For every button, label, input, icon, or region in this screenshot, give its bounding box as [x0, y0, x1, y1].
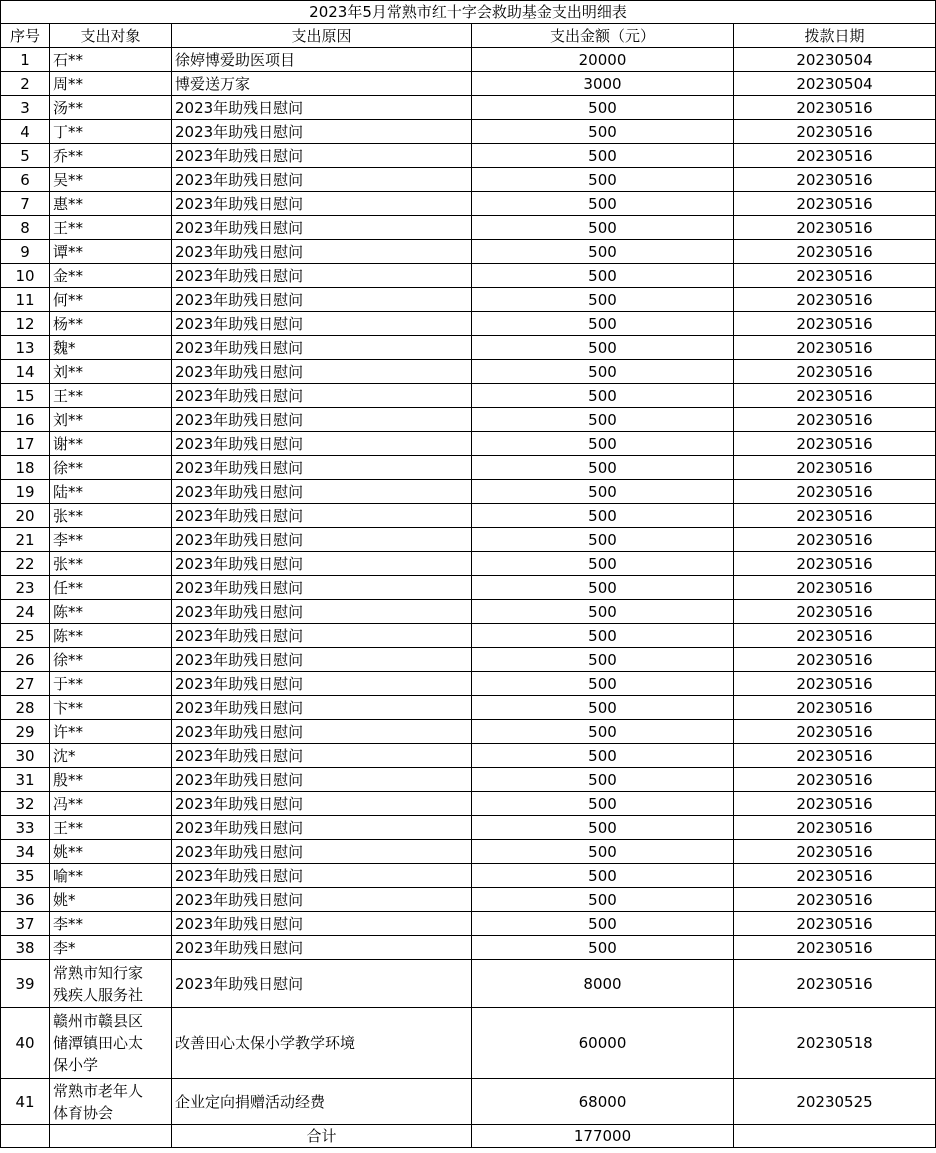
row-date: 20230516 [734, 864, 936, 888]
row-target: 谢** [50, 432, 172, 456]
table-row [1, 336, 936, 360]
row-no: 35 [1, 864, 50, 888]
row-reason: 2023年助残日慰问 [172, 384, 472, 408]
table-row [1, 216, 936, 240]
row-target: 冯** [50, 792, 172, 816]
row-no: 6 [1, 168, 50, 192]
header-reason: 支出原因 [172, 24, 472, 48]
table-row [1, 96, 936, 120]
row-target: 金** [50, 264, 172, 288]
row-target: 魏* [50, 336, 172, 360]
row-no: 7 [1, 192, 50, 216]
row-date: 20230516 [734, 312, 936, 336]
row-date: 20230516 [734, 744, 936, 768]
row-no: 2 [1, 72, 50, 96]
row-date: 20230516 [734, 888, 936, 912]
row-date: 20230516 [734, 552, 936, 576]
row-target: 许** [50, 720, 172, 744]
row-target: 张** [50, 552, 172, 576]
row-date: 20230516 [734, 144, 936, 168]
row-reason: 改善田心太保小学教学环境 [172, 1008, 472, 1079]
row-date: 20230516 [734, 240, 936, 264]
table-row [1, 1079, 936, 1125]
row-date: 20230516 [734, 648, 936, 672]
table-row [1, 1008, 936, 1079]
table-row [1, 744, 936, 768]
row-target: 张** [50, 504, 172, 528]
row-date: 20230516 [734, 696, 936, 720]
row-no: 1 [1, 48, 50, 72]
row-target: 喻** [50, 864, 172, 888]
row-reason: 企业定向捐赠活动经费 [172, 1079, 472, 1125]
row-reason: 2023年助残日慰问 [172, 456, 472, 480]
row-no: 37 [1, 912, 50, 936]
row-date: 20230516 [734, 840, 936, 864]
row-no: 32 [1, 792, 50, 816]
row-target [50, 1079, 172, 1125]
row-date: 20230516 [734, 216, 936, 240]
table-row [1, 648, 936, 672]
row-date: 20230516 [734, 120, 936, 144]
row-no: 20 [1, 504, 50, 528]
row-no: 31 [1, 768, 50, 792]
row-reason: 2023年助残日慰问 [172, 408, 472, 432]
row-target-line: 常熟市知行家 [53, 963, 144, 982]
row-target: 卞** [50, 696, 172, 720]
table-row [1, 696, 936, 720]
row-no: 29 [1, 720, 50, 744]
row-reason: 2023年助残日慰问 [172, 264, 472, 288]
row-target: 何** [50, 288, 172, 312]
row-no: 41 [1, 1079, 50, 1125]
row-no: 40 [1, 1008, 50, 1079]
row-amount: 8000 [472, 960, 734, 1008]
total-amount: 177000 [472, 1125, 734, 1148]
row-no: 19 [1, 480, 50, 504]
row-target: 李** [50, 912, 172, 936]
row-reason: 2023年助残日慰问 [172, 240, 472, 264]
row-date: 20230516 [734, 672, 936, 696]
table-row [1, 600, 936, 624]
row-reason: 2023年助残日慰问 [172, 960, 472, 1008]
row-target: 徐** [50, 648, 172, 672]
row-no: 30 [1, 744, 50, 768]
total-empty-no [1, 1125, 50, 1148]
row-amount: 500 [472, 600, 734, 624]
row-no: 9 [1, 240, 50, 264]
row-date: 20230516 [734, 360, 936, 384]
row-amount: 500 [472, 456, 734, 480]
row-no: 27 [1, 672, 50, 696]
row-target-line: 赣州市赣县区 [53, 1012, 144, 1030]
row-date: 20230504 [734, 72, 936, 96]
row-reason: 2023年助残日慰问 [172, 432, 472, 456]
table-row [1, 384, 936, 408]
row-amount: 60000 [472, 1008, 734, 1079]
row-no: 17 [1, 432, 50, 456]
row-amount: 500 [472, 840, 734, 864]
row-amount: 500 [472, 480, 734, 504]
row-date: 20230516 [734, 432, 936, 456]
row-target: 王** [50, 816, 172, 840]
row-target: 徐** [50, 456, 172, 480]
row-target: 陈** [50, 624, 172, 648]
row-date: 20230516 [734, 912, 936, 936]
row-amount: 500 [472, 672, 734, 696]
row-reason: 2023年助残日慰问 [172, 888, 472, 912]
table-row [1, 960, 936, 1008]
row-amount: 500 [472, 168, 734, 192]
row-reason: 2023年助残日慰问 [172, 624, 472, 648]
row-date: 20230516 [734, 336, 936, 360]
row-amount: 500 [472, 888, 734, 912]
row-reason: 2023年助残日慰问 [172, 192, 472, 216]
row-reason: 徐婷博爱助医项目 [172, 48, 472, 72]
row-target: 李** [50, 528, 172, 552]
row-amount: 68000 [472, 1079, 734, 1125]
row-no: 34 [1, 840, 50, 864]
table-row [1, 288, 936, 312]
row-target [50, 960, 172, 1008]
row-no: 13 [1, 336, 50, 360]
row-amount: 500 [472, 384, 734, 408]
table-row [1, 360, 936, 384]
row-target-line: 常熟市老年人 [53, 1081, 144, 1100]
row-reason: 2023年助残日慰问 [172, 912, 472, 936]
table-row [1, 120, 936, 144]
row-reason: 2023年助残日慰问 [172, 288, 472, 312]
row-amount: 500 [472, 864, 734, 888]
row-target-line: 储潭镇田心太 [53, 1034, 144, 1052]
row-target: 惠** [50, 192, 172, 216]
table-row [1, 912, 936, 936]
row-reason: 2023年助残日慰问 [172, 792, 472, 816]
row-reason: 2023年助残日慰问 [172, 672, 472, 696]
header-target: 支出对象 [50, 24, 172, 48]
row-no: 8 [1, 216, 50, 240]
row-target: 汤** [50, 96, 172, 120]
row-reason: 2023年助残日慰问 [172, 864, 472, 888]
row-reason: 博爱送万家 [172, 72, 472, 96]
row-no: 22 [1, 552, 50, 576]
total-empty-date [734, 1125, 936, 1148]
row-date: 20230516 [734, 528, 936, 552]
total-label: 合计 [172, 1125, 472, 1148]
row-no: 18 [1, 456, 50, 480]
row-amount: 500 [472, 216, 734, 240]
row-target-line: 保小学 [53, 1056, 99, 1074]
row-amount: 500 [472, 336, 734, 360]
row-amount: 500 [472, 912, 734, 936]
row-reason: 2023年助残日慰问 [172, 216, 472, 240]
row-reason: 2023年助残日慰问 [172, 120, 472, 144]
row-amount: 500 [472, 648, 734, 672]
row-amount: 3000 [472, 72, 734, 96]
row-date: 20230516 [734, 624, 936, 648]
row-no: 14 [1, 360, 50, 384]
row-date: 20230516 [734, 168, 936, 192]
row-target: 丁** [50, 120, 172, 144]
row-reason: 2023年助残日慰问 [172, 360, 472, 384]
row-no: 4 [1, 120, 50, 144]
table-row [1, 240, 936, 264]
row-date: 20230525 [734, 1079, 936, 1125]
row-amount: 500 [472, 288, 734, 312]
header-row [1, 24, 936, 48]
row-amount: 500 [472, 816, 734, 840]
row-amount: 20000 [472, 48, 734, 72]
row-amount: 500 [472, 312, 734, 336]
row-amount: 500 [472, 360, 734, 384]
table-row [1, 72, 936, 96]
table-row [1, 888, 936, 912]
row-target: 石** [50, 48, 172, 72]
row-amount: 500 [472, 504, 734, 528]
total-empty-target [50, 1125, 172, 1148]
row-no: 3 [1, 96, 50, 120]
table-row [1, 768, 936, 792]
row-target: 刘** [50, 360, 172, 384]
table-body [1, 48, 936, 1148]
row-date: 20230516 [734, 192, 936, 216]
table-row [1, 504, 936, 528]
row-no: 10 [1, 264, 50, 288]
table-row [1, 816, 936, 840]
table-title: 2023年5月常熟市红十字会救助基金支出明细表 [1, 1, 936, 24]
row-no: 23 [1, 576, 50, 600]
table-row [1, 312, 936, 336]
row-date: 20230516 [734, 792, 936, 816]
table-row [1, 480, 936, 504]
row-reason: 2023年助残日慰问 [172, 744, 472, 768]
row-amount: 500 [472, 144, 734, 168]
row-reason: 2023年助残日慰问 [172, 504, 472, 528]
row-no: 24 [1, 600, 50, 624]
row-amount: 500 [472, 264, 734, 288]
row-amount: 500 [472, 432, 734, 456]
row-date: 20230518 [734, 1008, 936, 1079]
row-target: 周** [50, 72, 172, 96]
table-row [1, 48, 936, 72]
row-date: 20230516 [734, 816, 936, 840]
row-date: 20230516 [734, 384, 936, 408]
table-row [1, 792, 936, 816]
row-target-line: 体育协会 [53, 1103, 114, 1122]
table-row [1, 552, 936, 576]
table-row [1, 408, 936, 432]
row-no: 5 [1, 144, 50, 168]
row-target: 殷** [50, 768, 172, 792]
row-date: 20230516 [734, 960, 936, 1008]
row-no: 26 [1, 648, 50, 672]
row-reason: 2023年助残日慰问 [172, 96, 472, 120]
row-no: 15 [1, 384, 50, 408]
row-amount: 500 [472, 720, 734, 744]
row-date: 20230516 [734, 288, 936, 312]
row-target: 任** [50, 576, 172, 600]
row-amount: 500 [472, 192, 734, 216]
row-reason: 2023年助残日慰问 [172, 600, 472, 624]
row-reason: 2023年助残日慰问 [172, 936, 472, 960]
row-target: 杨** [50, 312, 172, 336]
row-target: 姚* [50, 888, 172, 912]
row-date: 20230516 [734, 936, 936, 960]
row-amount: 500 [472, 936, 734, 960]
row-no: 33 [1, 816, 50, 840]
row-amount: 500 [472, 768, 734, 792]
row-reason: 2023年助残日慰问 [172, 576, 472, 600]
row-target: 谭** [50, 240, 172, 264]
header-date: 拨款日期 [734, 24, 936, 48]
row-date: 20230516 [734, 768, 936, 792]
row-amount: 500 [472, 408, 734, 432]
table-row [1, 840, 936, 864]
row-no: 36 [1, 888, 50, 912]
table-row [1, 624, 936, 648]
row-reason: 2023年助残日慰问 [172, 336, 472, 360]
row-reason: 2023年助残日慰问 [172, 696, 472, 720]
row-target: 于** [50, 672, 172, 696]
row-reason: 2023年助残日慰问 [172, 816, 472, 840]
row-amount: 500 [472, 528, 734, 552]
row-date: 20230504 [734, 48, 936, 72]
row-target: 王** [50, 216, 172, 240]
row-target: 吴** [50, 168, 172, 192]
table-row [1, 528, 936, 552]
row-target: 李* [50, 936, 172, 960]
row-date: 20230516 [734, 480, 936, 504]
row-reason: 2023年助残日慰问 [172, 144, 472, 168]
row-reason: 2023年助残日慰问 [172, 768, 472, 792]
row-no: 16 [1, 408, 50, 432]
row-amount: 500 [472, 696, 734, 720]
table-row [1, 456, 936, 480]
row-no: 12 [1, 312, 50, 336]
table-row [1, 144, 936, 168]
row-reason: 2023年助残日慰问 [172, 552, 472, 576]
row-date: 20230516 [734, 720, 936, 744]
row-reason: 2023年助残日慰问 [172, 312, 472, 336]
row-target: 陈** [50, 600, 172, 624]
row-reason: 2023年助残日慰问 [172, 480, 472, 504]
row-target: 王** [50, 384, 172, 408]
table-row [1, 936, 936, 960]
table-row [1, 264, 936, 288]
row-date: 20230516 [734, 264, 936, 288]
row-no: 39 [1, 960, 50, 1008]
row-date: 20230516 [734, 504, 936, 528]
row-target: 沈* [50, 744, 172, 768]
row-target [50, 1008, 172, 1079]
row-date: 20230516 [734, 408, 936, 432]
row-amount: 500 [472, 624, 734, 648]
table-row [1, 864, 936, 888]
total-row [1, 1125, 936, 1148]
row-reason: 2023年助残日慰问 [172, 720, 472, 744]
header-amount: 支出金额（元） [472, 24, 734, 48]
row-reason: 2023年助残日慰问 [172, 168, 472, 192]
row-target: 乔** [50, 144, 172, 168]
row-date: 20230516 [734, 576, 936, 600]
row-target: 姚** [50, 840, 172, 864]
row-target: 陆** [50, 480, 172, 504]
row-amount: 500 [472, 240, 734, 264]
table-row [1, 576, 936, 600]
header-no: 序号 [1, 24, 50, 48]
row-no: 25 [1, 624, 50, 648]
row-amount: 500 [472, 576, 734, 600]
table-row [1, 432, 936, 456]
row-amount: 500 [472, 120, 734, 144]
table-row [1, 168, 936, 192]
row-date: 20230516 [734, 456, 936, 480]
row-reason: 2023年助残日慰问 [172, 528, 472, 552]
table-row [1, 672, 936, 696]
row-target: 刘** [50, 408, 172, 432]
row-no: 11 [1, 288, 50, 312]
row-amount: 500 [472, 552, 734, 576]
row-no: 21 [1, 528, 50, 552]
table-row [1, 720, 936, 744]
row-reason: 2023年助残日慰问 [172, 648, 472, 672]
row-amount: 500 [472, 744, 734, 768]
row-reason: 2023年助残日慰问 [172, 840, 472, 864]
row-no: 38 [1, 936, 50, 960]
table-row [1, 192, 936, 216]
row-target-line: 残疾人服务社 [53, 985, 144, 1004]
row-amount: 500 [472, 792, 734, 816]
row-amount: 500 [472, 96, 734, 120]
row-date: 20230516 [734, 96, 936, 120]
row-no: 28 [1, 696, 50, 720]
row-date: 20230516 [734, 600, 936, 624]
